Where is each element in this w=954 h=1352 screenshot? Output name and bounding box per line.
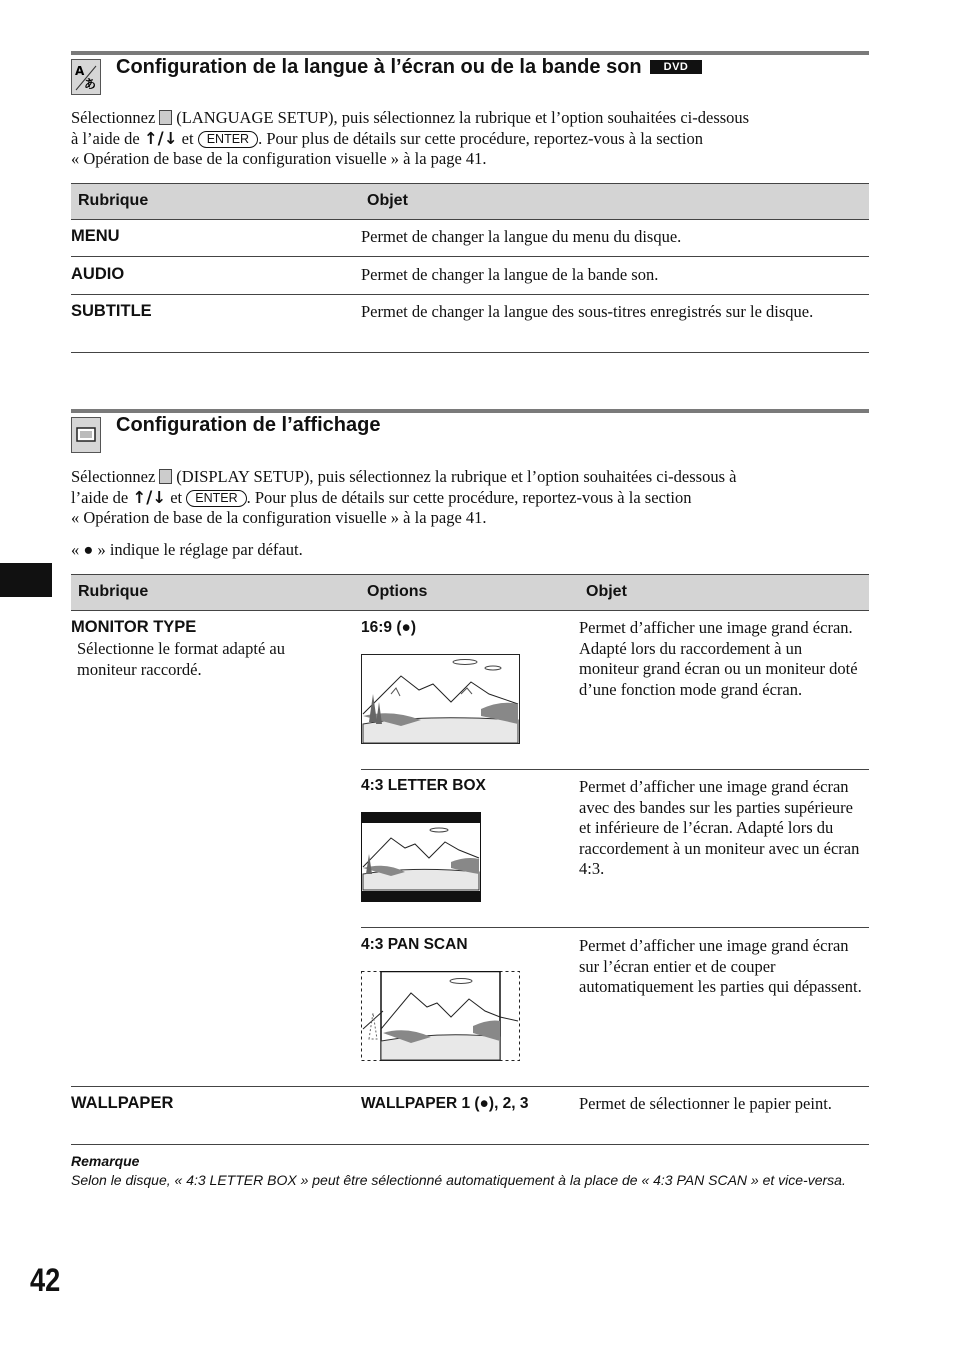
wide-screen-illustration: [361, 654, 520, 744]
display-setup-icon: [71, 417, 101, 453]
wallpaper-option-label: WALLPAPER 1 (●), 2, 3: [361, 1095, 529, 1112]
svg-text:あ: あ: [84, 77, 97, 91]
monitor-type-key: MONITOR TYPE: [71, 618, 197, 636]
note-body: Selon le disque, « 4:3 LETTER BOX » peut être sélectionné automatiquement à la place de « 4:3 PAN SCAN » et vice-versa.: [71, 1172, 846, 1188]
row-divider: [71, 294, 869, 295]
section-language-title: Configuration de la langue à l’écran ou de la bande son DVD: [116, 56, 702, 79]
letterbox-illustration: [361, 812, 481, 902]
dvd-badge: DVD: [650, 60, 703, 74]
default-note: « ● » indique le réglage par défaut.: [71, 540, 303, 559]
note-title: Remarque: [71, 1153, 140, 1169]
page-number: 42: [30, 1262, 61, 1298]
option-letterbox-text: Permet d’afficher une image grand écran avec des bandes sur les parties supérieure et inférieure de l’écran. Adapté lors du raccordement à un moniteur avec un écran 4:3.: [579, 777, 860, 878]
option-divider: [361, 927, 869, 928]
up-down-arrows-icon: ↑/↓: [132, 487, 167, 507]
row-audio-key: AUDIO: [71, 265, 125, 283]
wallpaper-key: WALLPAPER: [71, 1094, 174, 1112]
option-letterbox-label: 4:3 LETTER BOX: [361, 777, 486, 794]
section-display-title: Configuration de l’affichage: [116, 414, 381, 436]
language-setup-icon: [71, 59, 101, 95]
option-16-9-label: 16:9 (●): [361, 619, 417, 636]
row-subtitle-text: Permet de changer la langue des sous-titres enregistrés sur le disque.: [361, 302, 814, 321]
option-16-9-text: Permet d’afficher une image grand écran. Adapté lors du raccordement à un moniteur grand écran ou un moniteur doté d’une fonction mode grand écran.: [579, 618, 858, 699]
row-menu-key: MENU: [71, 227, 120, 245]
option-divider: [361, 769, 869, 770]
table-bottom-line: [71, 1144, 869, 1145]
option-panscan-text: Permet d’afficher une image grand écran sur l’écran entier et de couper automatiquement les parties qui dépassent.: [579, 936, 862, 996]
display-setup-inline-icon: [159, 469, 172, 484]
svg-text:A: A: [75, 64, 85, 78]
row-subtitle-key: SUBTITLE: [71, 302, 152, 320]
option-panscan-label: 4:3 PAN SCAN: [361, 936, 468, 953]
language-table-header: Rubrique Objet: [71, 183, 869, 220]
monitor-type-desc: Sélectionne le format adapté au moniteur raccordé.: [77, 639, 285, 679]
language-setup-inline-icon: [159, 110, 172, 125]
row-divider: [71, 1086, 869, 1087]
row-audio-text: Permet de changer la langue de la bande son.: [361, 265, 659, 284]
wallpaper-text: Permet de sélectionner le papier peint.: [579, 1094, 832, 1113]
table-bottom-line: [71, 352, 869, 353]
side-tab-marker: [0, 563, 52, 597]
section-display-intro: Sélectionnez (DISPLAY SETUP), puis sélectionnez la rubrique et l’option souhaitées ci-dessous à l’aide de ↑/↓ et ENTER . Pour plus de détails sur cette procédure, reportez-vous à la section « Opération de base de la configuration visuelle » à la page 41.: [71, 467, 737, 527]
panscan-illustration: [361, 971, 520, 1061]
section-display-header: [71, 409, 869, 457]
up-down-arrows-icon: ↑/↓: [143, 128, 178, 148]
display-table-header: Rubrique Options Objet: [71, 574, 869, 611]
row-divider: [71, 256, 869, 257]
section-language-intro: Sélectionnez (LANGUAGE SETUP), puis sélectionnez la rubrique et l’option souhaitées ci-dessous à l’aide de ↑/↓ et ENTER . Pour plus de détails sur cette procédure, reportez-vous à la section « Opération de base de la configuration visuelle » à la page 41.: [71, 108, 750, 168]
enter-key-label: ENTER: [198, 131, 258, 148]
section-language-header: [71, 51, 869, 99]
enter-key-label: ENTER: [186, 490, 246, 507]
row-menu-text: Permet de changer la langue du menu du disque.: [361, 227, 682, 246]
